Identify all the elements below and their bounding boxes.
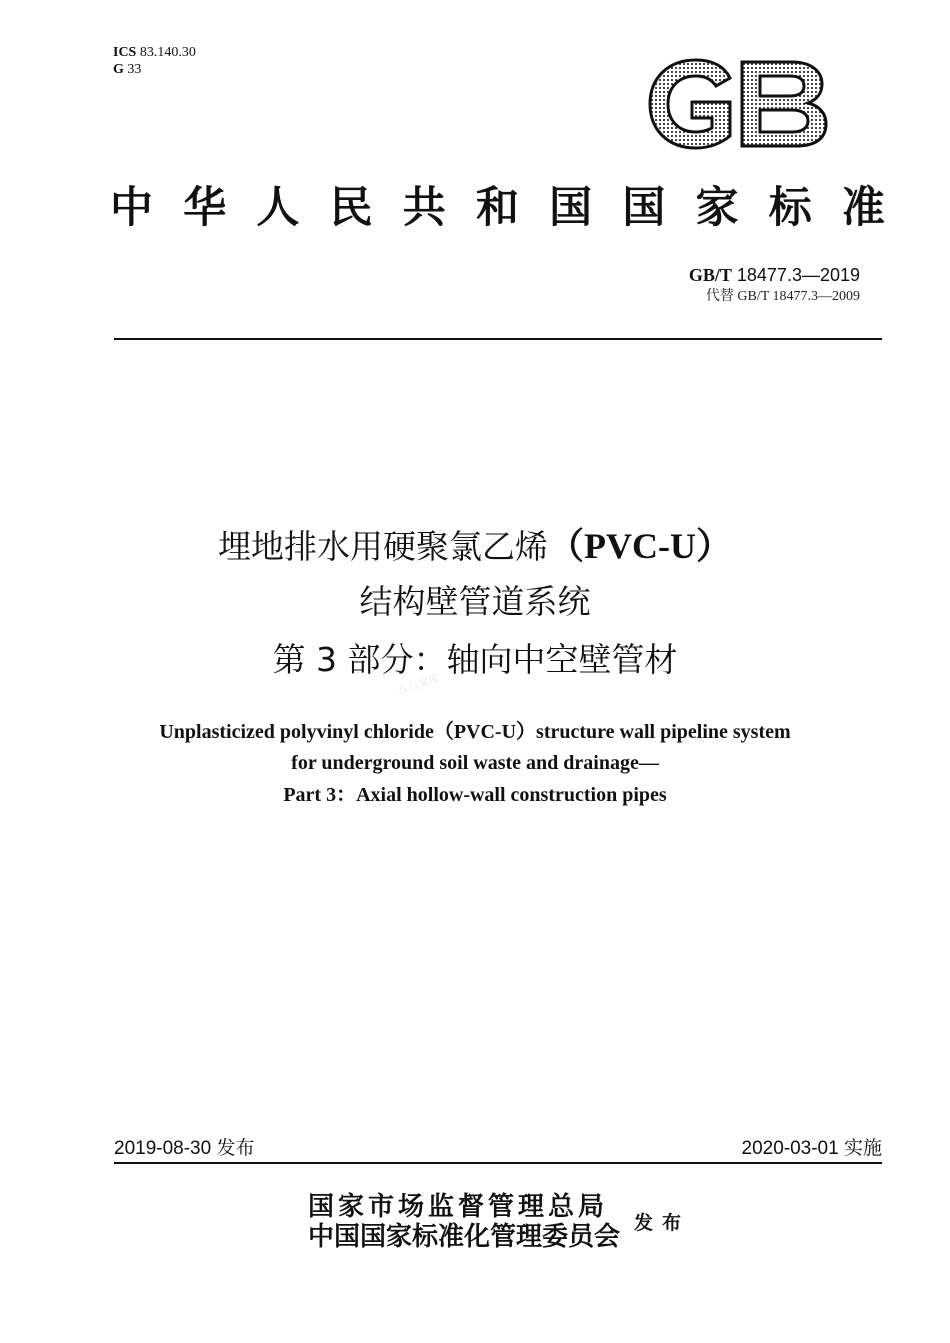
title-cn-line1-abbr: （PVC-U） (548, 526, 732, 566)
ccs-label: G (113, 62, 124, 77)
ics-code: 83.140.30 (139, 45, 196, 60)
implement-date-value: 2020-03-01 (741, 1138, 839, 1159)
implement-date-label: 实施 (843, 1137, 882, 1159)
standard-code: 18477.3—2019 (736, 265, 860, 285)
national-standard-heading (110, 178, 885, 238)
title-cn-line3: 第 3 部分：轴向中空壁管材 (272, 640, 678, 679)
issue-date-label: 发布 (216, 1137, 255, 1159)
footer-divider (114, 1162, 882, 1164)
classification-codes (113, 44, 196, 78)
title-en-line1: Unplasticized polyvinyl chloride（PVC-U）structure wall pipeline system (159, 721, 791, 743)
standard-number (689, 264, 860, 286)
heading-char: 共 (402, 183, 446, 233)
issuer-line1: 国家市场监督管理总局 (308, 1192, 609, 1222)
title-cn-line1 (0, 526, 950, 567)
title-en-line3: Part 3：Axial hollow-wall construction pipes (283, 784, 667, 806)
watermark: 五八文库 (395, 671, 442, 698)
heading-char: 标 (768, 183, 812, 233)
heading-char: 民 (329, 183, 373, 233)
issue-date-value: 2019-08-30 (114, 1138, 212, 1159)
implement-date (742, 1136, 883, 1161)
replaces-note: 代替 GB/T 18477.3—2009 (705, 289, 860, 304)
issuer-line2: 中国国家标准化管理委员会 (308, 1222, 621, 1252)
header-divider (114, 338, 882, 340)
heading-char: 家 (695, 183, 739, 233)
heading-char: 国 (622, 183, 666, 233)
publish-label: 发布 (634, 1212, 691, 1234)
heading-char: 中 (110, 183, 153, 233)
title-cn-line1-text: 埋地排水用硬聚氯乙烯 (218, 527, 548, 566)
gb-logo (646, 58, 830, 150)
issue-date (114, 1136, 255, 1161)
heading-char: 华 (183, 183, 227, 233)
ics-label: ICS (113, 45, 137, 60)
title-cn-line2: 结构壁管道系统 (359, 582, 591, 621)
title-en-line2: for underground soil waste and drainage— (291, 752, 659, 774)
heading-char: 和 (475, 183, 519, 233)
heading-char: 国 (549, 183, 593, 233)
standard-prefix: GB/T (688, 265, 732, 285)
heading-char: 人 (256, 183, 300, 233)
heading-char: 准 (841, 183, 885, 233)
gb-logo-icon (646, 58, 830, 150)
ccs-code: 33 (127, 62, 142, 77)
